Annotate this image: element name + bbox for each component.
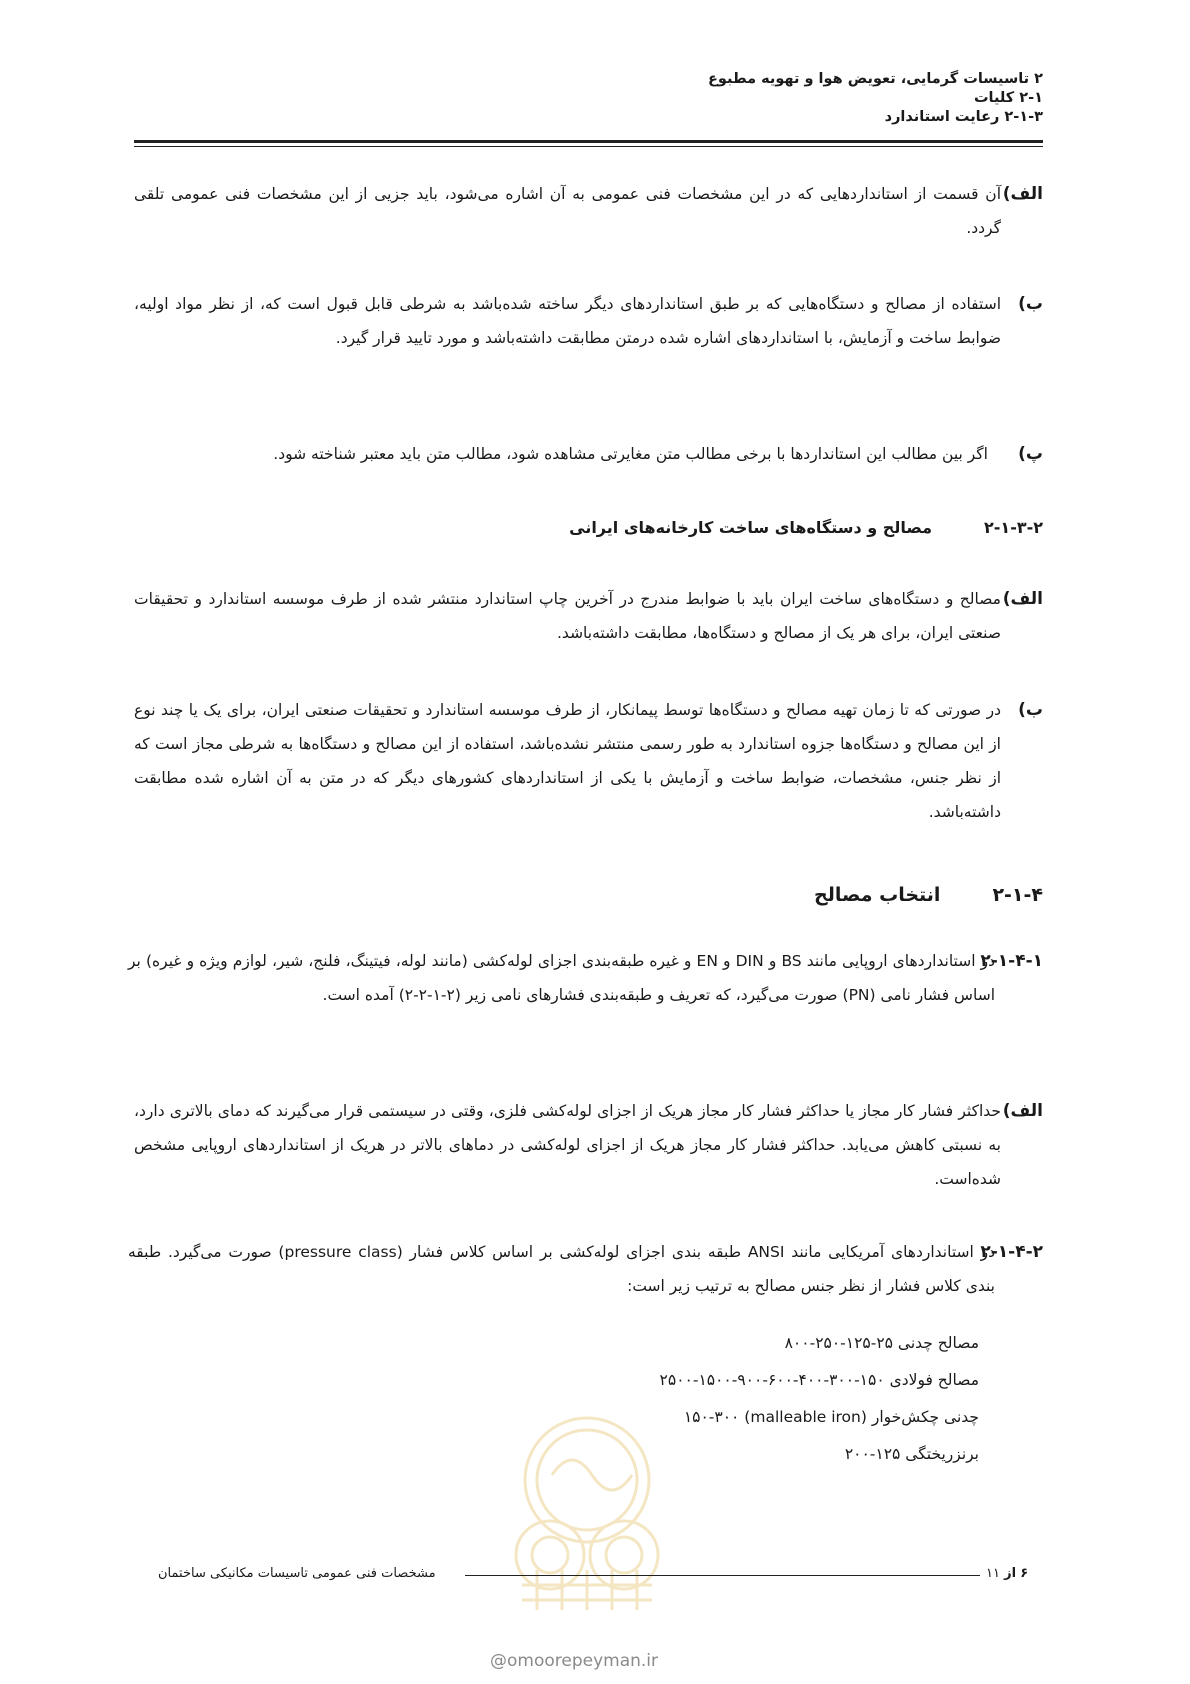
footer-rule: [465, 1575, 980, 1576]
material-line: مصالح چدنی ۲۵-۱۲۵-۲۵۰-۸۰۰: [784, 1334, 979, 1352]
clause-a: [134, 582, 1043, 650]
section-number: ۲-۱-۴: [992, 884, 1043, 906]
clause-marker: الف): [1002, 1101, 1043, 1121]
clause-text: در استانداردهای اروپایی مانند BS و DIN و EN و غیره طبقه‌بندی اجزای لوله‌کشی (مانند لوله، فیتینگ، فلنج، شیر، لوازم ویژه و غیره) بر اساس فشار نامی (PN) صورت می‌گیرد، که تعریف و طبقه‌بندی فشارهای نامی زیر (۲-۱-۲-۲) آمده است.: [128, 952, 996, 1004]
clause-marker: ۲-۱-۴-۲: [980, 1242, 1043, 1262]
clause-text: اگر بین مطالب این استانداردها با برخی مطالب متن مغایرتی مشاهده شود، مطالب متن باید معتبر شناخته شود.: [273, 445, 988, 463]
clause-text: در صورتی که تا زمان تهیه مصالح و دستگاه‌ها توسط پیمانکار، از طرف موسسه استاندارد و تحقیقات صنعتی ایران، برای یک یا چند نوع از این مصالح و دستگاه‌ها جزوه استاندارد به طور رسمی منتشر نشده‌باشد، استفاده از این مصالح و دستگاه‌ها به شرطی مجاز است که از نظر جنس، مشخصات، ضوابط ساخت و آزمایش با یکی از استانداردهای کشورهای دیگر که در متن به آن اشاره شده مطابقت داشته‌باشد.: [134, 701, 1001, 821]
clause-marker: ب): [1018, 294, 1043, 314]
material-line: مصالح فولادی ۱۵۰-۳۰۰-۴۰۰-۶۰۰-۹۰۰-۱۵۰۰-۲۵۰۰: [659, 1371, 979, 1389]
clause-marker: پ): [1018, 444, 1043, 464]
clause-p: [134, 437, 1043, 471]
material-line: چدنی چکش‌خوار (malleable iron) ۱۵۰-۳۰۰: [683, 1408, 979, 1426]
page-number: ۶ از ۱۱: [986, 1566, 1029, 1581]
clause-marker: الف): [1002, 589, 1043, 609]
section-title: انتخاب مصالح: [814, 884, 941, 906]
running-header: [708, 70, 1043, 127]
header-chapter: ۲ تاسیسات گرمایی، تعویض هوا و تهویه مطبوع: [708, 71, 1043, 87]
watermark-seal-icon: [462, 1405, 712, 1620]
clause-marker: ۲-۱-۴-۱: [980, 951, 1043, 971]
clause-4-1-a: [134, 1094, 1043, 1196]
clause-4-2: [128, 1235, 1043, 1303]
header-subsection: ۲-۱-۳ رعایت استاندارد: [884, 109, 1043, 125]
site-watermark: @omoorepeyman.ir: [490, 1651, 659, 1671]
clause-text: حداکثر فشار کار مجاز یا حداکثر فشار کار مجاز هریک از اجزای لوله‌کشی فلزی، وقتی در سیستمی قرار می‌گیرند که دمای بالاتری دارد، به نسبتی کاهش می‌یابد. حداکثر فشار کار مجاز هریک از اجزای لوله‌کشی در دماهای بالاتر در هریک از استانداردهای اروپایی مشخص شده‌است.: [134, 1102, 1001, 1188]
section-number: ۲-۱-۳-۲: [984, 518, 1043, 537]
clause-text: استفاده از مصالح و دستگاه‌هایی که بر طبق استانداردهای دیگر ساخته شده‌باشد به شرطی قابل قبول است که، از نظر مواد اولیه، ضوابط ساخت و آزمایش، با استانداردهای اشاره شده درمتن مطابقت داشته‌باشد و مورد تایید قرار گیرد.: [134, 295, 1001, 347]
clause-text: آن قسمت از استانداردهایی که در این مشخصات فنی عمومی به آن اشاره می‌شود، باید جزیی از این مشخصات فنی عمومی تلقی گردد.: [134, 185, 1001, 237]
clause-marker: ب): [1018, 700, 1043, 720]
clause-4-1: [128, 944, 1043, 1012]
footer-doc-title: مشخصات فنی عمومی تاسیسات مکانیکی ساختمان: [158, 1566, 436, 1581]
material-line: برنزریختگی ۱۲۵-۲۰۰: [844, 1445, 979, 1463]
clause-text: در استانداردهای آمریکایی مانند ANSI طبقه بندی اجزای لوله‌کشی بر اساس کلاس فشار (pressure class) صورت می‌گیرد. طبقه بندی کلاس فشار از نظر جنس مصالح به ترتیب زیر است:: [128, 1243, 995, 1295]
section-heading-4: [814, 884, 1043, 906]
header-rule-thin: [134, 146, 1043, 147]
clause-marker: الف): [1002, 184, 1043, 204]
section-title: مصالح و دستگاه‌های ساخت کارخانه‌های ایرانی: [569, 518, 933, 537]
clause-a: [134, 177, 1043, 245]
clause-text: مصالح و دستگاه‌های ساخت ایران باید با ضوابط مندرج در آخرین چاپ استاندارد منتشر شده از طرف موسسه استاندارد و تحقیقات صنعتی ایران، برای هر یک از مصالح و دستگاه‌ها، مطابقت داشته‌باشد.: [134, 590, 1001, 642]
clause-b: [134, 693, 1043, 829]
section-heading-3-2: [569, 518, 1043, 537]
header-rule-thick: [134, 140, 1043, 143]
header-section: ۲-۱ کلیات: [973, 90, 1043, 106]
clause-b: [134, 287, 1043, 355]
